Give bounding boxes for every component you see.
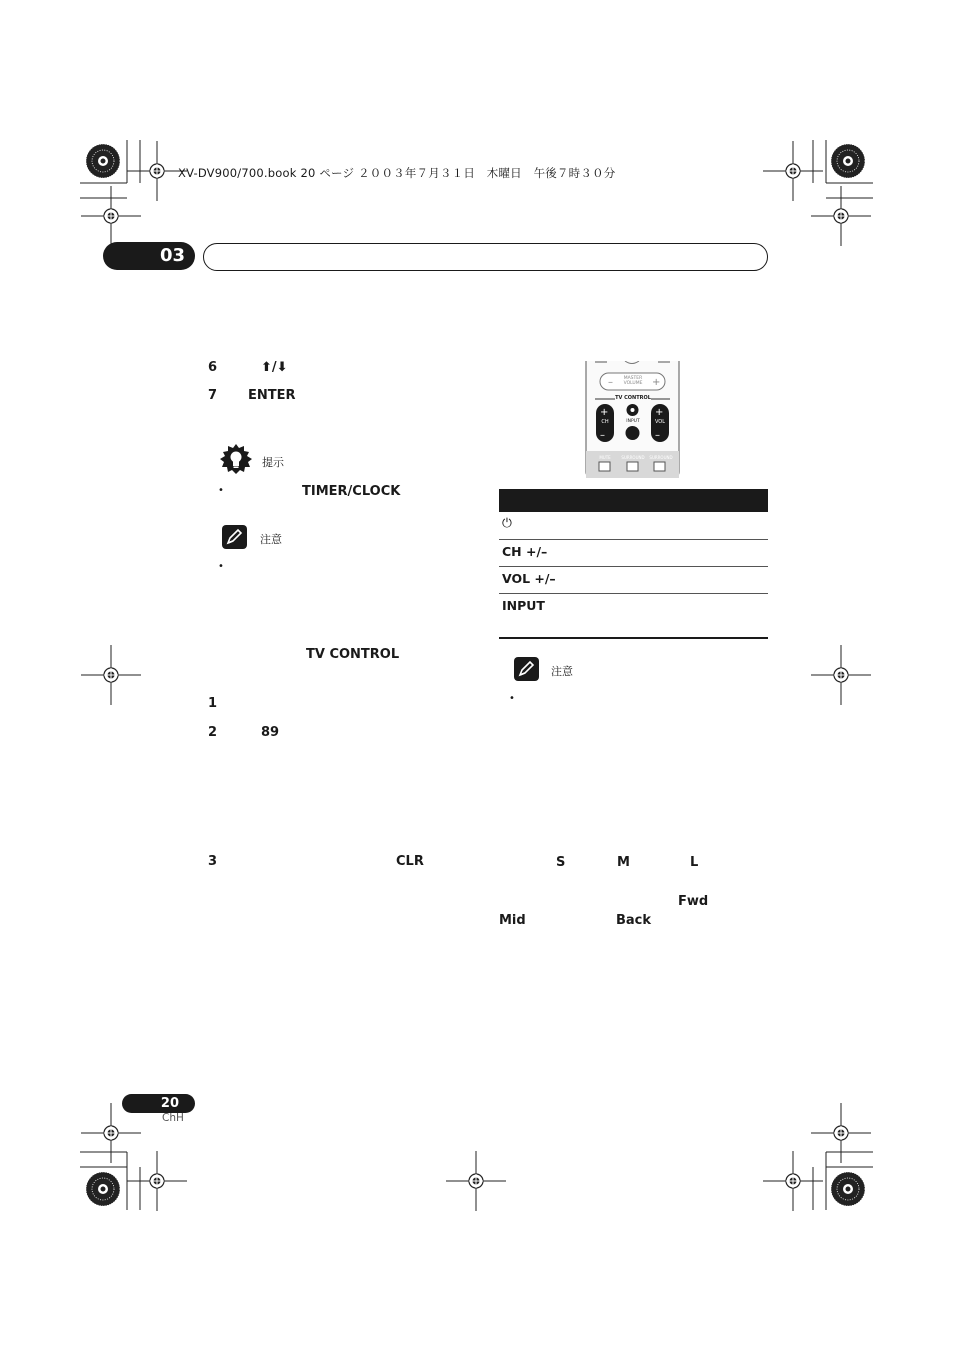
tv-control-heading: TV CONTROL	[306, 647, 400, 662]
table-vol-label: VOL +/–	[502, 571, 556, 586]
power-icon: ⏻	[502, 515, 512, 530]
remote-vol-label: VOL	[654, 419, 666, 425]
remote-surround-label-2: SURROUND	[649, 455, 673, 460]
svg-text:–: –	[608, 377, 613, 388]
table-header-bar	[499, 489, 768, 512]
table-input-label: INPUT	[502, 598, 545, 613]
step-6-arrow-keys: ⬆/⬇	[261, 360, 288, 375]
step-6-number: 6	[208, 360, 218, 375]
remote-surround-label-1: SURROUND	[621, 455, 645, 460]
svg-text:+: +	[655, 407, 664, 418]
table-row	[499, 512, 768, 540]
page-number-badge: 20	[122, 1094, 195, 1113]
size-s-label: S	[556, 855, 566, 870]
tip-bullet: •	[218, 485, 224, 496]
remote-control-illustration	[585, 361, 680, 478]
step-3-number: 3	[208, 854, 218, 869]
size-l-label: L	[690, 855, 699, 870]
table-ch-label: CH +/–	[502, 544, 548, 559]
svg-text:+: +	[600, 407, 609, 418]
language-code: ChH	[162, 1112, 184, 1124]
chapter-title-bar	[203, 243, 768, 271]
step-7-enter-key: ENTER	[248, 388, 296, 403]
step-2-number: 2	[208, 725, 218, 740]
tip-label: 提示	[262, 456, 284, 469]
lightbulb-icon	[220, 444, 252, 476]
chapter-number-badge: 03	[103, 242, 195, 270]
svg-text:–: –	[655, 430, 660, 441]
note-bullet: •	[218, 561, 224, 572]
note-label: 注意	[260, 533, 282, 546]
svg-text:+: +	[652, 377, 661, 388]
remote-master-volume-label: MASTER VOLUME	[623, 376, 643, 386]
note-pencil-icon	[514, 657, 539, 681]
size-m-label: M	[617, 855, 630, 870]
step-1-number: 1	[208, 696, 218, 711]
book-info-line: XV-DV900/700.book 20 ページ ２００３年７月３１日 木曜日 午後７時３０分	[178, 166, 616, 180]
remote-input-label: INPUT	[626, 419, 640, 424]
mid-label: Mid	[499, 913, 526, 928]
step-2-value: 89	[261, 725, 280, 740]
note-pencil-icon	[222, 525, 247, 549]
remote-ch-label: CH	[601, 419, 609, 425]
svg-text:–: –	[600, 430, 605, 441]
remote-tv-control-label: TV CONTROL	[615, 395, 651, 401]
table-row	[499, 540, 768, 567]
clr-key: CLR	[396, 854, 424, 869]
table-row	[499, 594, 768, 639]
note-bullet-right: •	[509, 693, 515, 704]
timer-clock-key: TIMER/CLOCK	[302, 484, 401, 499]
step-7-number: 7	[208, 388, 218, 403]
fwd-label: Fwd	[678, 894, 709, 909]
back-label: Back	[616, 913, 652, 928]
table-row	[499, 567, 768, 594]
remote-mute-label: MUTE	[599, 455, 611, 460]
note-label-right: 注意	[551, 665, 573, 678]
